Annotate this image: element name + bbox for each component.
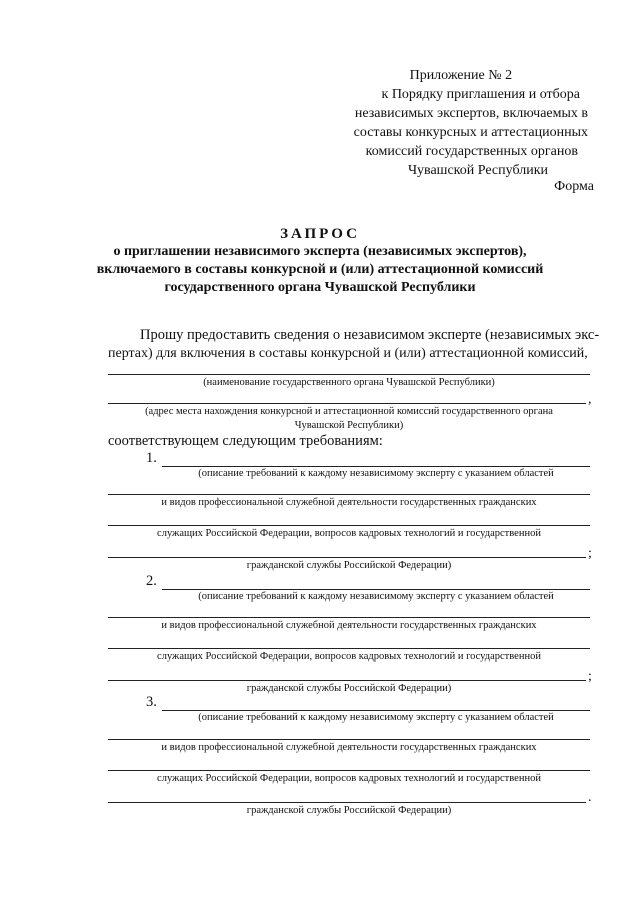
appendix-ref-line: к Порядку приглашения и отбора: [381, 87, 580, 102]
org-name-caption: (наименование государственного органа Чувашской Республики): [203, 377, 495, 388]
appendix-header: [354, 66, 588, 180]
requirement-number: 2.: [146, 573, 157, 589]
requirement-caption: служащих Российской Федерации, вопросов кадровых технологий и государственной: [157, 651, 541, 662]
requirement-line: [108, 680, 586, 681]
document-subtitle: государственного органа Чувашской Республики: [164, 280, 476, 295]
address-line: [108, 403, 586, 404]
document-subtitle: о приглашении независимого эксперта (независимых экспертов),: [113, 244, 527, 259]
address-caption: (адрес места нахождения конкурсной и аттестационной комиссий государственного органа: [145, 406, 553, 417]
requirement-caption: и видов профессиональной служебной деятельности государственных гражданских: [161, 497, 537, 508]
requirement-caption: служащих Российской Федерации, вопросов кадровых технологий и государственной: [157, 528, 541, 539]
requirement-line: [108, 739, 590, 740]
requirement-caption: гражданской службы Российской Федерации): [246, 560, 452, 571]
requirement-line: [108, 802, 586, 803]
requirement-line: [162, 710, 590, 711]
address-caption: Чувашской Республики): [294, 420, 404, 431]
appendix-ref-line: Чувашской Республики: [407, 163, 548, 178]
requirement-caption: (описание требований к каждому независимому эксперту с указанием областей: [198, 712, 554, 723]
requirement-end-punct: ;: [588, 546, 592, 561]
requirement-end-punct: .: [588, 790, 592, 805]
intro-text: пертах) для включения в составы конкурсной и (или) аттестационной комиссий,: [108, 346, 588, 361]
appendix-ref-line: независимых экспертов, включаемых в: [354, 106, 588, 121]
address-line-comma: ,: [588, 392, 592, 407]
requirement-caption: (описание требований к каждому независимому эксперту с указанием областей: [198, 591, 554, 602]
requirement-caption: гражданской службы Российской Федерации): [246, 683, 452, 694]
org-name-line: [108, 374, 590, 375]
document-title: ЗАПРОС: [280, 226, 360, 242]
requirement-caption: и видов профессиональной служебной деятельности государственных гражданских: [161, 620, 537, 631]
appendix-ref-line: комиссий государственных органов: [365, 144, 578, 159]
requirement-line: [108, 494, 590, 495]
requirement-line: [108, 770, 590, 771]
requirement-line: [108, 525, 590, 526]
requirement-line: [108, 617, 590, 618]
requirement-line: [108, 648, 590, 649]
requirement-number: 3.: [146, 694, 157, 710]
requirement-line: [162, 466, 590, 467]
requirement-caption: служащих Российской Федерации, вопросов кадровых технологий и государственной: [157, 773, 541, 784]
requirement-end-punct: ;: [588, 669, 592, 684]
form-label: Форма: [554, 179, 594, 194]
document-subtitle: включаемого в составы конкурсной и (или) аттестационной комиссий: [96, 262, 544, 277]
requirement-caption: и видов профессиональной служебной деятельности государственных гражданских: [161, 742, 537, 753]
appendix-ref-line: составы конкурсных и аттестационных: [353, 125, 588, 140]
intro-text: Прошу предоставить сведения о независимом эксперте (независимых экс-: [140, 327, 600, 343]
requirement-caption: гражданской службы Российской Федерации): [246, 805, 452, 816]
requirement-number: 1.: [146, 450, 157, 466]
requirement-line: [162, 589, 590, 590]
requirement-line: [108, 557, 586, 558]
requirements-intro: соответствующем следующим требованиям:: [108, 433, 383, 449]
requirement-caption: (описание требований к каждому независимому эксперту с указанием областей: [198, 468, 554, 479]
appendix-number: Приложение № 2: [409, 68, 513, 83]
